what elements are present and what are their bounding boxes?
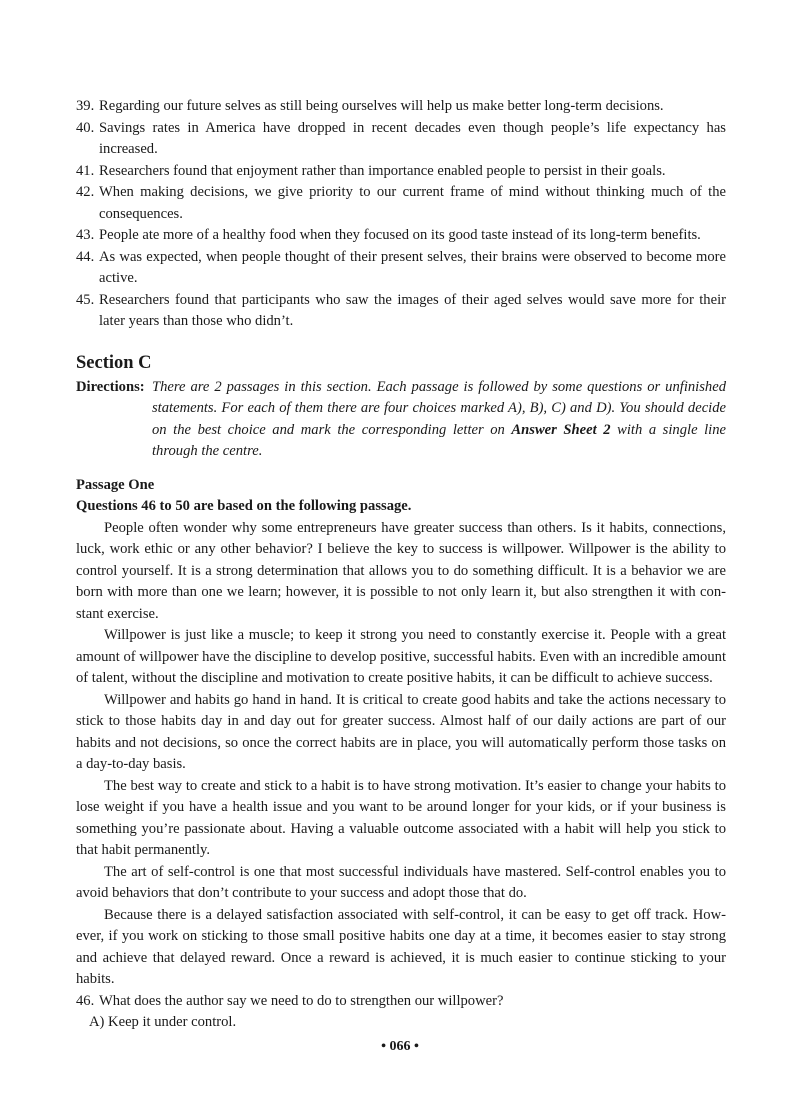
- statement-text: Regarding our future selves as still being ourselves will help us make better long-term decisions.: [99, 98, 664, 114]
- passage-paragraph: Because there is a delayed satisfaction associated with self-control, it can be easy to get off track. However, if you work on sticking to those small positive habits one day at a time, it becomes easier to stay strong and achieve that delayed reward. Once a reward is achieved, it is much easier to continue sticking to your habits.: [76, 906, 726, 987]
- section-title: Section C: [76, 352, 152, 373]
- statement-42: [76, 182, 726, 225]
- passage-subtitle: Questions 46 to 50 are based on the following passage.: [76, 498, 412, 514]
- statement-45: [76, 290, 726, 333]
- statement-number: 42.: [76, 184, 95, 200]
- passage-body: [76, 518, 726, 991]
- statement-text: Researchers found that participants who saw the images of their aged selves would save more for their later years than those who didn’t.: [99, 291, 726, 329]
- statement-text: As was expected, when people thought of their present selves, their brains were observed to become more active.: [99, 248, 726, 286]
- statement-text: When making decisions, we give priority to our current frame of mind without thinking much of the consequences.: [99, 184, 726, 222]
- statement-list: [76, 96, 726, 333]
- passage-paragraph: The art of self-control is one that most successful individuals have mastered. Self-control enables you to avoid behaviors that don’t contribute to your success and adopt those that do.: [76, 863, 726, 901]
- statement-number: 44.: [76, 248, 95, 265]
- passage-paragraph: People often wonder why some entrepreneurs have greater success than others. Is it habits, connections, luck, work ethic or any other behavior? I believe the key to success is willpower. Willpower is the ability to control yourself. It is a strong determination that allows you to do something difficult. It is a behavior we are born with more than one we learn; however, it is possible to not only learn it, but also strengthen it with constant exercise.: [76, 519, 726, 622]
- page-number: • 066 •: [381, 1039, 419, 1054]
- statement-number: 41.: [76, 162, 95, 179]
- passage-paragraph: Willpower is just like a muscle; to keep it strong you need to constantly exercise it. People with a great amount of willpower have the discipline to develop positive, successful habits. Even with an incredible amount of talent, without the discipline and motivation to create positive habits, it can be difficult to achieve success.: [76, 627, 726, 686]
- statement-text: Researchers found that enjoyment rather than importance enabled people to persist in their goals.: [99, 162, 666, 179]
- statement-39: [76, 96, 726, 118]
- statement-43: [76, 225, 726, 247]
- question-46-option-a[interactable]: A) Keep it under control.: [89, 1014, 237, 1030]
- statement-number: 45.: [76, 291, 95, 308]
- statement-44: [76, 247, 726, 290]
- directions: [76, 377, 726, 463]
- passage-paragraph: Willpower and habits go hand in hand. It is critical to create good habits and take the actions necessary to stick to those habits day in and day out for greater success. Almost half of our daily actions are part of our habits and not decisions, so once the correct habits are in place, you will automatically perform those tasks on a day-to-day basis.: [76, 691, 726, 772]
- passage-title: Passage One: [76, 476, 155, 493]
- directions-text: There are 2 passages in this section. Each passage is followed by some questions or unfinished statements. For each of them there are four choices marked A), B), C) and D). You should decide on the best choice and mark the corresponding letter on: [152, 378, 726, 438]
- page-content: [76, 96, 726, 1034]
- statement-number: 39.: [76, 98, 95, 114]
- answer-sheet-emphasis: Answer Sheet 2: [511, 421, 611, 438]
- statement-number: 40.: [76, 119, 95, 136]
- statement-text: Savings rates in America have dropped in recent decades even though people’s life expectancy has increased.: [99, 119, 726, 157]
- directions-text-end: with a single line through the centre.: [152, 421, 726, 459]
- statement-text: People ate more of a healthy food when they focused on its good taste instead of its long-term benefits.: [99, 227, 701, 243]
- statement-41: [76, 161, 726, 183]
- statement-40: [76, 118, 726, 161]
- directions-label: Directions:: [76, 378, 145, 395]
- passage-paragraph: The best way to create and stick to a habit is to have strong motivation. It’s easier to change your habits to lose weight if you have a health issue and you want to be around longer for your kids, or if your business is something you’re passionate about. Having a valuable outcome associated with a habit will help you stick to that habit permanently.: [76, 777, 726, 858]
- question-46: [76, 991, 726, 1013]
- question-text: What does the author say we need to do to strengthen our willpower?: [99, 992, 504, 1009]
- statement-number: 43.: [76, 227, 95, 243]
- question-number: 46.: [76, 992, 95, 1009]
